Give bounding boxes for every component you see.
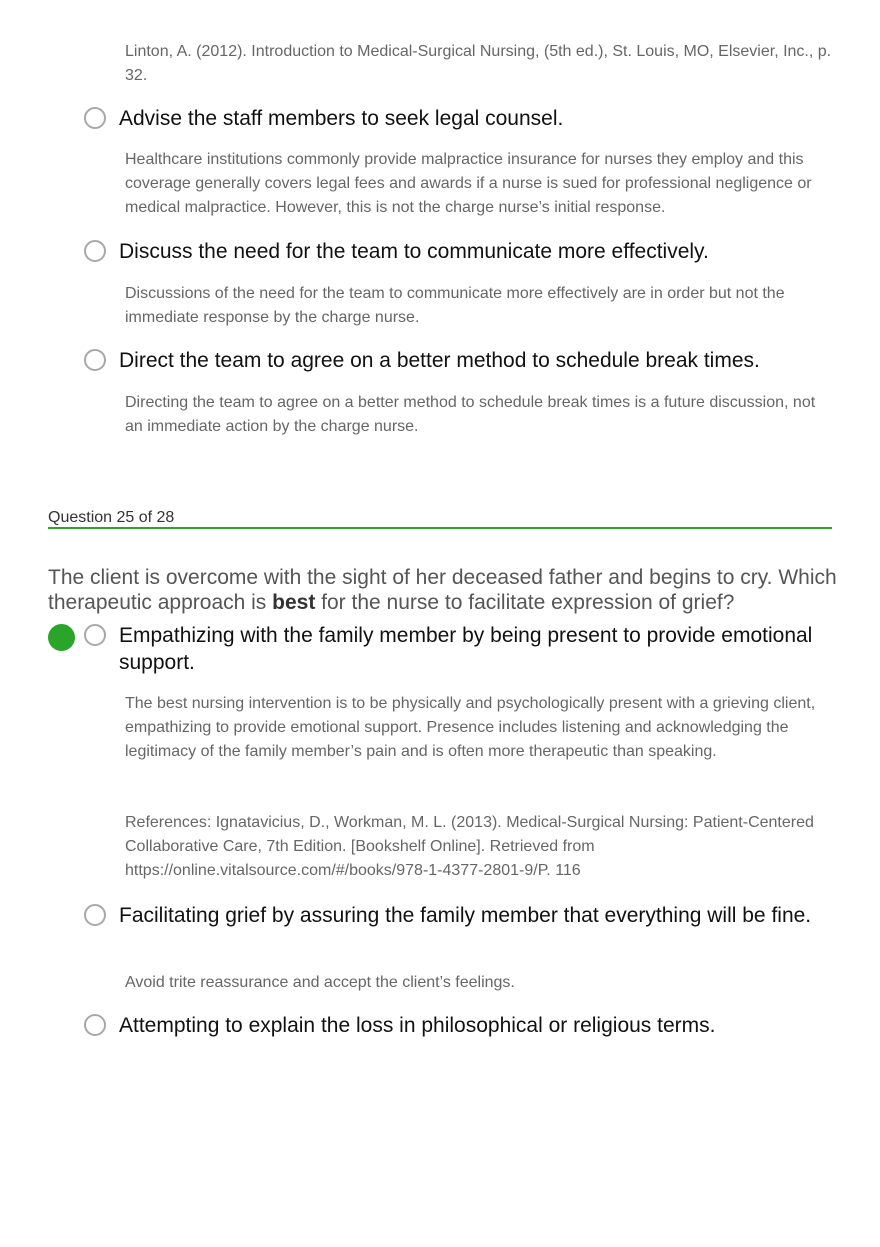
radio-button[interactable] [84, 624, 106, 646]
question-stem [48, 565, 848, 615]
option-label: Advise the staff members to seek legal counsel. [119, 107, 564, 130]
option-label: Empathizing with the family member by being present to provide emotional support. [119, 624, 813, 674]
option-label: Discuss the need for the team to communicate more effectively. [119, 240, 709, 263]
prev-reference-text: Linton, A. (2012). Introduction to Medical-Surgical Nursing, (5th ed.), St. Louis, MO, Elsevier, Inc., p. 32. [125, 43, 832, 84]
option-label: Attempting to explain the loss in philosophical or religious terms. [119, 1014, 716, 1037]
radio-button[interactable] [84, 349, 106, 371]
option-explanation: The best nursing intervention is to be physically and psychologically present with a grieving client, empathizing to provide emotional support. Presence includes listening and acknowledging the legitimacy of the family member’s pain and is often more therapeutic than speaking. [125, 695, 816, 760]
prev-option-legal-counsel[interactable] [84, 105, 844, 132]
option-references: References: Ignatavicius, D., Workman, M. L. (2013). Medical-Surgical Nursing: Patient-Centered Collaborative Care, 7th Edition. [Bookshelf Online]. Retrieved from https://online.vitalsource.com/#/books/978-1-4377-2801-9/P. 116 [125, 814, 814, 879]
option-label: Facilitating grief by assuring the family member that everything will be fine. [119, 904, 812, 927]
prev-option-break-times[interactable] [84, 347, 844, 374]
stem-emphasis: best [272, 591, 316, 614]
correct-answer-indicator [48, 624, 75, 651]
stem-text-after: for the nurse to facilitate expression of grief? [315, 591, 735, 614]
option-reassurance[interactable] [84, 902, 844, 929]
stem-text-before: The client is overcome with the sight of her deceased father and begins to cry. Which therapeutic approach is [48, 566, 837, 614]
radio-button[interactable] [84, 1014, 106, 1036]
option-explanation: Directing the team to agree on a better method to schedule break times is a future discussion, not an immediate action by the charge nurse. [125, 394, 816, 435]
prev-option-communicate[interactable] [84, 238, 844, 265]
question-divider [48, 527, 832, 529]
radio-button[interactable] [84, 904, 106, 926]
option-explanation: Healthcare institutions commonly provide malpractice insurance for nurses they employ and this coverage generally covers legal fees and awards if a nurse is sued for professional negligence or medical malpractice. However, this is not the charge nurse’s initial response. [125, 151, 812, 216]
question-number-label: Question 25 of 28 [48, 509, 175, 526]
option-label: Direct the team to agree on a better method to schedule break times. [119, 349, 760, 372]
radio-button[interactable] [84, 107, 106, 129]
option-explanation: Discussions of the need for the team to communicate more effectively are in order but not the immediate response by the charge nurse. [125, 285, 785, 326]
option-philosophical[interactable] [84, 1012, 844, 1039]
option-explanation: Avoid trite reassurance and accept the client’s feelings. [125, 974, 515, 991]
radio-button[interactable] [84, 240, 106, 262]
option-empathizing[interactable] [84, 622, 844, 676]
